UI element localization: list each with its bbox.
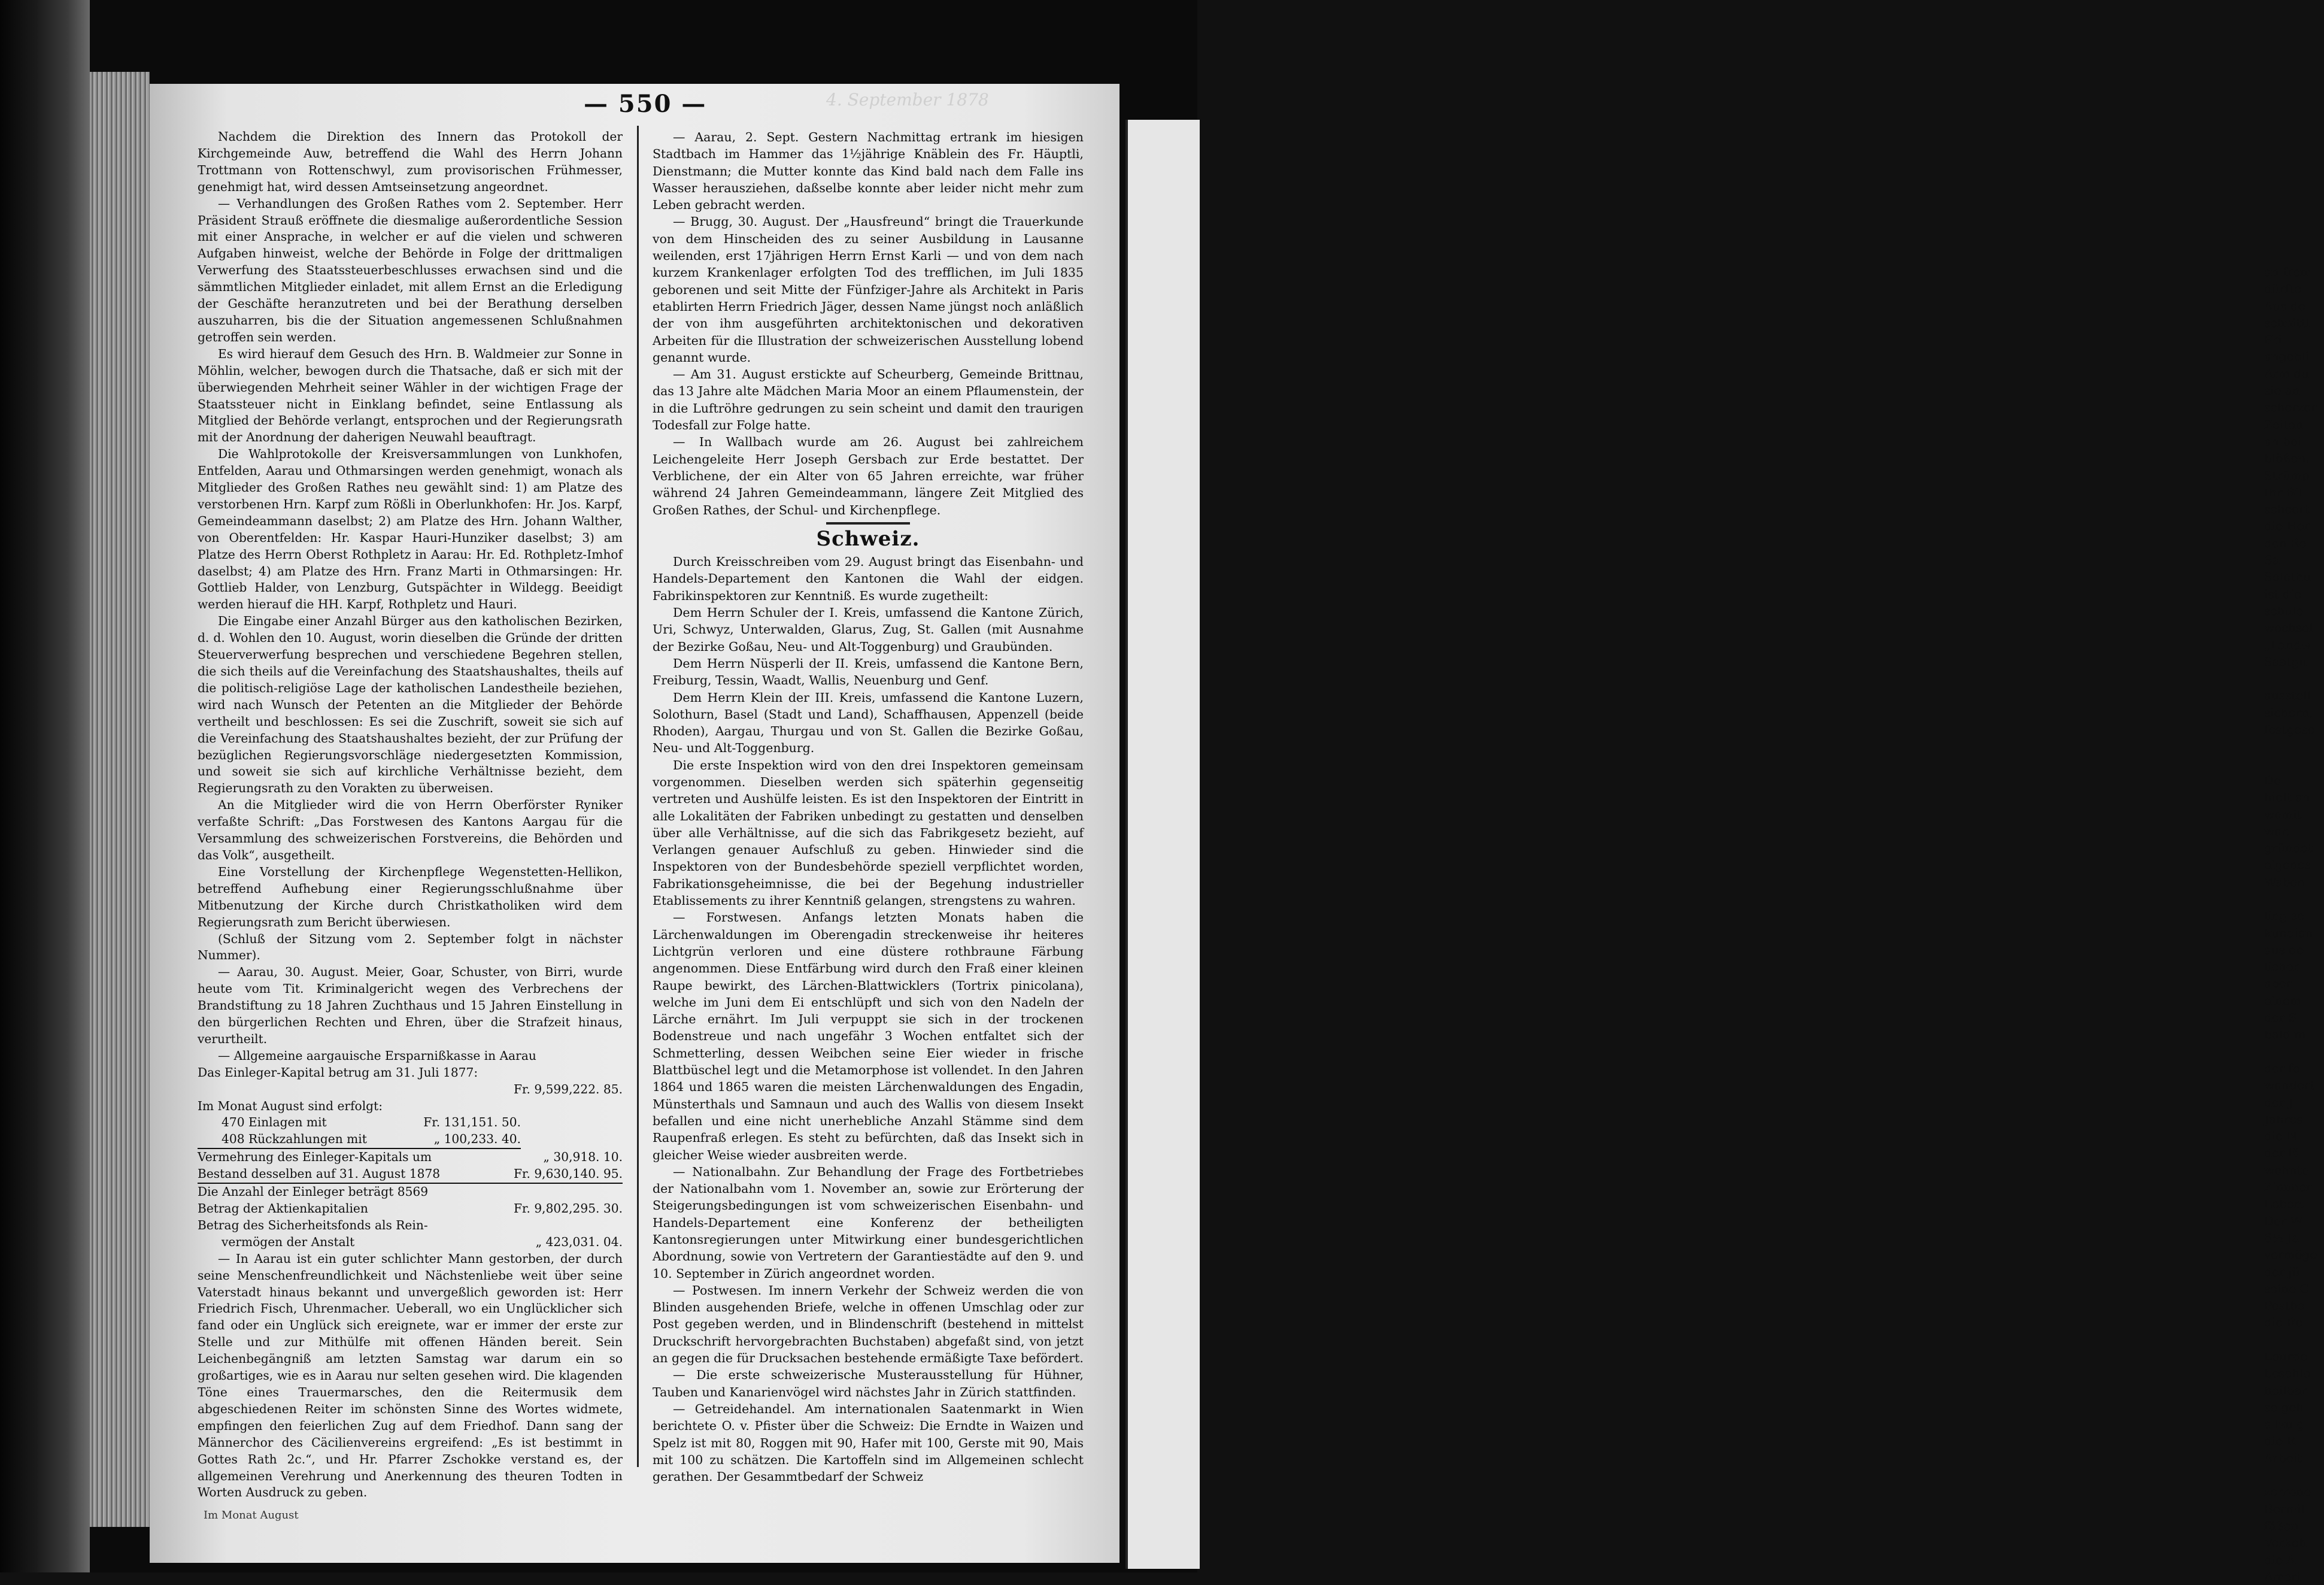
article-paragraph: An die Mitglieder wird die von Herrn Oberförster Ryniker verfaßte Schrift: „Das Forstwesen des Kantons Aargau für die Versammlung des schweizerischen Forstvereins, die Behörden und das Volk“, ausgetheilt. (198, 798, 623, 862)
adjacent-text-line: die R (2264, 1434, 2296, 1448)
adjacent-text-line: Lourde (2264, 1349, 2308, 1363)
article-paragraph: Durch Kreisschreiben vom 29. August bringt das Eisenbahn- und Handels-Departement den Kantonen die Wahl der eidgen. Fabrikinspektoren zur Kenntniß. Es wurde zugetheilt: (653, 554, 1084, 603)
adjacent-text-line: Verkeh (2264, 1535, 2307, 1550)
adjacent-text-line: beschlo (2264, 1366, 2311, 1381)
adjacent-text-line: dürfte (2264, 281, 2302, 296)
page-stack-edge (90, 72, 150, 1527)
article-paragraph: — Forstwesen. Anfangs letzten Monats haben die Lärchenwaldungen im Oberengadin streckenweise ihr heiteres Lichtgrün verloren und eine düstere rothbraune Färbung angenommen. Diese Entfärbung wird durch den Fraß einer kleinen Raupe bewirkt, des Lärchen-Blattwicklers (Tortrix pinicolana), welche im Juni dem Ei entschlüpft und sich von den Nadeln der Lärche ernährt. Im Juli verpuppt sie sich in der trockenen Bodenstreue und nach ungefähr 3 Wochen entfaltet sich der Schmetterling, dessen Weibchen seine Eier wieder in frische Blattbüschel legt und die Metamorphose ist vollendet. In den Jahren 1864 und 1865 waren die meisten Lärchenwaldungen des Engadin, Münsterthals und Samnaun und auch des Wallis von diesem Insekt befallen und eine nicht unerhebliche Anzahl Stämme sind dem Raupenfraß erlegen. Es steht zu befürchten, daß das Insekt sich in gleicher Weise wieder ausbreiten werde. (653, 910, 1084, 1162)
adjacent-page (1125, 120, 2317, 1584)
ledger-row (198, 1201, 623, 1217)
adjacent-text-line: Ihr Bil (2264, 484, 2303, 499)
ledger-row (198, 1184, 623, 1201)
article-paragraph: Dem Herrn Klein der III. Kreis, umfassend die Kantone Luzern, Solothurn, Basel (Stadt und Land), Schaffhausen, Appenzell (beide Rhoden), Aargau, Thurgau und von St. Gallen die Bezirke Goßau, Neu- und Alt-Toggenburg. (653, 690, 1084, 756)
article-paragraph: Die erste Inspektion wird von den drei Inspektoren gemeinsam vorgenommen. Dieselben werden sich späterhin gegenseitig vertreten und Aushülfe leisten. Es ist den Inspektoren der Eintritt in alle Lokalitäten der Fabriken unbedingt zu gestatten und denselben über alle Verhältnisse, auf die sich das Fabrikgesetz bezieht, auf Verlangen genauer Aufschluß zu geben. Hinwieder sind die Inspektoren von der Bundesbehörde speziell verpflichtet worden, Fabrikationsgeheimnisse, die bei der Begehung industrieller Etablissements zu ihrer Kenntniß gelangen, strengstens zu wahren. (653, 757, 1084, 908)
section-heading: Schweiz. (816, 526, 920, 551)
running-head: 4. September 1878 (826, 90, 989, 110)
ledger-amount: Fr. 9,802,295. 30. (514, 1201, 623, 1216)
adjacent-text-line: wohnte (2264, 1162, 2309, 1177)
adjacent-text-line: war. (2264, 823, 2290, 838)
adjacent-text-line: sie an (2264, 383, 2300, 398)
column-divider (637, 126, 639, 1467)
adjacent-text-line: einem (2264, 993, 2301, 1008)
page-number: — 550 — (584, 90, 707, 118)
adjacent-text-line: Solothu (2264, 569, 2311, 584)
adjacent-text-line: De (2264, 772, 2281, 787)
ledger-row (198, 1081, 623, 1098)
article-paragraph: — Postwesen. Im innern Verkehr der Schweiz werden die von Blinden ausgehenden Briefe, welche in offenen Umschlag oder zur Post gegeben werden, und in Blindenschrift (bestehend in mittelst Druckschrift hervorgebrachten Buchstaben) abgefaßt sind, von jetzt an gegen die für Drucksachen bestehende ermäßigte Taxe befördert. (653, 1283, 1084, 1366)
article-paragraph: — Aarau, 30. August. Meier, Goar, Schuster, von Birri, wurde heute vom Tit. Kriminalgericht wegen des Verbrechens der Brandstiftung zu 18 Jahren Zuchthaus und 15 Jahren Einstellung in den bürgerlichen Rechten und Ehren, über die Strafzeit hinaus, verurtheilt. (198, 965, 623, 1046)
ledger-label: Vermehrung des Einleger-Kapitals um (198, 1150, 432, 1165)
adjacent-text-line: Zeiten (2264, 417, 2303, 432)
adjacent-text-line: vermöge (2264, 1247, 2317, 1262)
adjacent-text-line: Ameri (2264, 1569, 2301, 1584)
article-paragraph: Dem Herrn Nüsperli der II. Kreis, umfassend die Kantone Bern, Freiburg, Tessin, Waadt, Wallis, Neuenburg und Genf. (653, 656, 1084, 688)
article-paragraph: — Brugg, 30. August. Der „Hausfreund“ bringt die Trauerkunde von dem Hinscheiden des zu seiner Ausbildung in Lausanne weilenden, erst 17jährigen Herrn Ernst Karli — und von dem nach kurzem Krankenlager erfolgten Tod des trefflichen, im Juli 1835 geborenen und seit Mitte der Fünfziger-Jahre als Architekt in Paris etablirten Herrn Friedrich Jäger, dessen Name jüngst noch anläßlich der von ihm ausgeführten architektonischen und dekorativen Arbeiten für die Illustration der schweizerischen Ausstellung lobend genannt wurde. (653, 214, 1084, 365)
adjacent-text-line: aber (2264, 976, 2292, 991)
adjacent-text-line: licher (2264, 959, 2299, 974)
adjacent-page-text (2264, 263, 2324, 1585)
adjacent-text-line: ling so (2264, 908, 2305, 923)
adjacent-text-line (2264, 1331, 2324, 1348)
ledger-row (198, 1114, 521, 1131)
article-paragraph: Die Eingabe einer Anzahl Bürger aus den katholischen Bezirken, d. d. Wohlen den 10. August, worin dieselben die Gründe der dritten Steuerverwerfung besprechen und verschiedene Begehren stellen, die sich theils auf die Vereinfachung des Staatshaushaltes, theils auf die politisch-religiöse Lage der katholischen Landestheile beziehen, wird nach Wunsch der Petenten an die Mitglieder der Behörde vertheilt und beschlossen: Es sei die Zuschrift, soweit sie sich auf die Vereinfachung des Staatshaushaltes bezieht, der zur Prüfung der bezüglichen Regierungsvorschläge niedergesetzten Kommission, und soweit sie sich auf kirchliche Verhältnisse bezieht, dem Regierungsrath zu den Vorakten zu überweisen. (198, 614, 623, 796)
ledger-row (198, 1217, 623, 1234)
ledger-label: Bestand desselben auf 31. August 1878 (198, 1166, 441, 1181)
adjacent-text-line: der jü (2264, 1264, 2300, 1279)
adjacent-text-line: Jahres (2264, 1111, 2303, 1126)
ledger-label: 470 Einlagen mit (222, 1115, 327, 1130)
article-paragraph: — Allgemeine aargauische Ersparnißkasse in Aarau (218, 1048, 536, 1063)
ledger-amount: „ 30,918. 10. (543, 1150, 623, 1165)
adjacent-text-line: scheert (2264, 502, 2310, 517)
adjacent-text-line: seine C (2264, 1281, 2309, 1296)
ledger-amount: „ 100,233. 40. (433, 1132, 521, 1147)
ledger-amount: Fr. 131,151. 50. (423, 1115, 521, 1130)
adjacent-text-line: heilbar (2264, 1383, 2307, 1398)
article-paragraph: — In Wallbach wurde am 26. August bei zahlreichem Leichengeleite Herr Joseph Gersbach zur Erde bestattet. Der Verblichene, der ein Alter von 65 Jahren erreichte, war früher während 24 Jahren Gemeindeammann, längere Zeit Mitglied des Großen Rathes, der Schul- und Kirchenpflege. (653, 435, 1084, 517)
adjacent-text-line (2264, 755, 2324, 772)
left-column (198, 129, 623, 1501)
adjacent-text-line: blößen. (2264, 451, 2310, 466)
ledger-row (198, 1098, 623, 1115)
book-binding-edge (0, 0, 90, 1572)
ledger-amount: Fr. 9,630,140. 95. (514, 1166, 623, 1181)
ledger-label: Betrag des Sicherheitsfonds als Rein- (198, 1217, 428, 1232)
adjacent-text-line: so geh (2264, 1399, 2304, 1414)
adjacent-text-line: Postbo (2264, 1298, 2305, 1313)
adjacent-text-line: aus de (2264, 942, 2304, 957)
adjacent-text-line: Waben (2264, 874, 2305, 889)
adjacent-text-line: Strümp (2264, 468, 2310, 483)
adjacent-text-line: Arbeit (2264, 1450, 2302, 1465)
adjacent-text-line: der lä (2264, 1145, 2299, 1160)
adjacent-text-line: bald m (2264, 1027, 2306, 1042)
adjacent-text-line: festgese (2264, 722, 2315, 737)
article-paragraph: Eine Vorstellung der Kirchenpflege Wegenstetten-Hellikon, betreffend Aufhebung einer Regierungsschlußnahme über Mitbenutzung der Kirche durch Christkatholiken wird dem Regierungsrath zum Bericht überwiesen. (198, 864, 623, 929)
adjacent-text-line: der fo (2264, 1060, 2300, 1075)
adjacent-text-line: den Re (2264, 535, 2307, 550)
adjacent-text-line: angebli (2264, 349, 2310, 364)
adjacent-text-line: zerrone (2264, 1484, 2311, 1499)
adjacent-text-line: der S (2264, 1010, 2297, 1025)
ledger-amount: „ 423,031. 04. (535, 1234, 623, 1249)
article-paragraph: Das Einleger-Kapital betrug am 31. Juli 1877: (198, 1065, 478, 1080)
article-paragraph: (Schluß der Sitzung vom 2. September folgt in nächster Nummer). (198, 931, 623, 963)
adjacent-text-line: kundian (2264, 925, 2313, 940)
ledger-label: Betrag der Aktienkapitalien (198, 1201, 368, 1216)
adjacent-text-line: schnittl (2264, 315, 2310, 330)
ledger-label: 408 Rückzahlungen mit (222, 1132, 367, 1147)
article-paragraph: — Nationalbahn. Zur Behandlung der Frage des Fortbetriebes der Nationalbahn vom 1. November an, sowie zur Erörterung der Steigerungsbedingungen ist vom schweizerischen Eisenbahn- und Handels-Departement eine Konferenz der betheiligten Kantonsregierungen unter Mitwirkung einer bundesgerichtlichen Abordnung, sowie von Vertretern der Garantiestädte auf den 9. und 10. September in Zürich angeordnet worden. (653, 1164, 1084, 1281)
ledger-label: Die Anzahl der Einleger beträgt 8569 (198, 1184, 429, 1199)
article-paragraph: Dem Herrn Schuler der I. Kreis, umfassend die Kantone Zürich, Uri, Schwyz, Unterwalden, Glarus, Zug, St. Gallen (mit Ausnahme der Bezirke Goßau, Neu- und Alt-Toggenburg) und Graubünden. (653, 605, 1084, 654)
adjacent-text-line: scherzer (2264, 400, 2317, 415)
adjacent-text-line: Bermil (2264, 1501, 2305, 1516)
adjacent-text-line (2264, 670, 2324, 687)
ledger-row (198, 1166, 623, 1184)
adjacent-text-line: ausstell (2264, 688, 2311, 703)
article-paragraph: — Am 31. August erstickte auf Scheurberg, Gemeinde Brittnau, das 13 Jahre alte Mädchen Maria Moor an einem Pflaumenstein, der in die Luftröhre gedrungen zu sein scheint und damit den traurigen Todesfall zur Folge hatte. (653, 367, 1084, 433)
adjacent-text-line: fäßen (2264, 1518, 2299, 1533)
adjacent-text-line: ist die (2264, 586, 2302, 601)
adjacent-text-line: Zimmer (2264, 1180, 2312, 1195)
adjacent-text-line: an frem (2264, 265, 2311, 279)
adjacent-text-line: schule (2264, 603, 2304, 618)
article-paragraph: Nachdem die Direktion des Innern das Protokoll der Kirchgemeinde Auw, betreffend die Wahl des Herrn Johann Trottmann von Rottenschwyl, zum provisorischen Frühmesser, genehmigt hat, wird dessen Amtseinsetzung angeordnet. (198, 129, 623, 194)
adjacent-text-line: hielt an (2264, 790, 2310, 805)
section-ornament (826, 522, 910, 525)
adjacent-text-line: wandert (2264, 1078, 2315, 1093)
adjacent-text-line: an bei (2264, 434, 2302, 448)
article-paragraph: Es wird hierauf dem Gesuch des Hrn. B. Waldmeier zur Sonne in Möhlin, welcher, bewogen durch die Thatsache, daß er sich mit der überwiegenden Mehrheit seiner Wähler in der wichtigen Frage der Staatssteuer nicht in Einklang befindet, seine Entlassung als Mitglied der Behörde verlangt, entsprochen und der Regierungsrath mit der Anordnung der daherigen Neuwahl beauftragt. (198, 346, 623, 445)
adjacent-text-line: sichern, (2264, 705, 2313, 720)
adjacent-text-line (2264, 890, 2324, 907)
article-paragraph: — Verhandlungen des Großen Rathes vom 2. September. Herr Präsident Strauß eröffnete die diesmalige außerordentliche Session mit einer Ansprache, in welcher er auf die vielen und schweren Aufgaben hinweist, welche der Behörde in Folge der drittmaligen Verwerfung des Staatssteuerbeschlusses erwachsen sind und die sämmtlichen Mitglieder einladet, mit allem Ernst an die Erledigung der Geschäfte heranzutreten und bei der Berathung derselben auszuharren, bis die der Situation angemessenen Schlußnahmen getroffen sein werden. (198, 196, 623, 344)
adjacent-text-line: Der W (2264, 1213, 2303, 1228)
adjacent-text-line (2264, 1466, 2324, 1483)
adjacent-text-line: die Re (2264, 1315, 2303, 1330)
adjacent-text-line: Saatgu (2264, 654, 2307, 669)
bottom-fragment: Im Monat August (204, 1509, 299, 1522)
ledger-label: vermögen der Anstalt (222, 1234, 355, 1249)
adjacent-text-line: eigenes (2264, 857, 2311, 872)
adjacent-text-line: gründet (2264, 841, 2313, 856)
adjacent-text-line: Aus de (2264, 298, 2305, 313)
adjacent-text-line (2264, 738, 2324, 754)
adjacent-text-line: der J (2264, 1095, 2293, 1110)
adjacent-text-line: Fri (2264, 332, 2282, 347)
adjacent-text-line: Arm du (2264, 366, 2310, 381)
adjacent-text-line: die Her (2264, 519, 2310, 534)
adjacent-text-line: Sa (2264, 553, 2280, 568)
adjacent-text-line (2264, 1043, 2324, 1060)
adjacent-text-line: allzu g (2264, 1417, 2305, 1432)
adjacent-text-line: womit (2264, 807, 2302, 822)
article-paragraph: Die Wahlprotokolle der Kreisversammlungen von Lunkhofen, Entfelden, Aarau und Othmarsingen werden genehmigt, wonach als Mitglieder des Großen Rathes neu gewählt sind: 1) am Platze des verstorbenen Hrn. Karpf zum Rößli in Oberlunkhofen: Hr. Jos. Karpf, Gemeindeammann daselbst; 2) am Platze des Hrn. Johann Walther, von Oberentfelden: Hr. Kaspar Hauri-Hunziker daselbst; 3) am Platze des Herrn Oberst Rothpletz in Aarau: Hr. Ed. Rothpletz-Imhof daselbst; 4) am Platze des Hrn. Franz Marti in Othmarsingen: Hr. Gottlieb Halder, von Lenzburg, Gutspächter in Wildegg. Beeidigt werden hierauf die HH. Karpf, Rothpletz und Hauri. (198, 447, 623, 612)
adjacent-text-line: die N (2264, 1129, 2297, 1144)
ledger-label: Im Monat August sind erfolgt: (198, 1098, 383, 1113)
ledger-row (198, 1149, 623, 1166)
adjacent-text-line: die A (2264, 1552, 2295, 1567)
article-paragraph: — In Aarau ist ein guter schlichter Mann gestorben, der durch seine Menschenfreundlichkeit und Nächstenliebe weit über seine Vaterstadt hinaus bekannt und unvergeßlich geworden ist: Herr Friedrich Fisch, Uhrenmacher. Ueberall, wo ein Unglücklicher sich fand oder ein Unglück sich ereignete, war er immer der erste zur Stelle und zur Mithülfe mit offenen Händen bereit. Sein Leichenbegängniß am letzten Samstag war darum ein so großartiges, wie es in Aarau nur selten gesehen wird. Die klagenden Töne eines Trauermarsches, den die Reitermusik dem abgeschiedenen Reiter im schönsten Sinne des Wortes widmete, empfingen den feierlichen Zug auf dem Friedhof. Dann sang der Männerchor des Cäcilienvereins ergreifend: „Es ist bestimmt in Gottes Rath 2c.“, und Hr. Pfarrer Zschokke verstand es, der allgemeinen Verehrung und Anerkennung des theuren Todten in Worten Ausdruck zu geben. (198, 1251, 623, 1500)
article-paragraph: — Die erste schweizerische Musterausstellung für Hühner, Tauben und Kanarienvögel wird nächstes Jahr in Zürich stattfinden. (653, 1368, 1084, 1399)
adjacent-text-line: 6½ Ja (2264, 1230, 2299, 1245)
adjacent-text-line: „Landw (2264, 637, 2311, 652)
adjacent-text-line: Leben. (2264, 1196, 2305, 1211)
adjacent-text-line: wechsel (2264, 620, 2313, 635)
article-paragraph: — Aarau, 2. Sept. Gestern Nachmittag ertrank im hiesigen Stadtbach im Hammer das 1½jährige Knäblein des Fr. Häuptli, Dienstmann; die Mutter konnte das Kind bald nach dem Falle ins Wasser herausziehen, daßselbe konnte aber leider nicht mehr zum Leben gebracht werden. (653, 130, 1084, 213)
ledger-amount: Fr. 9,599,222. 85. (514, 1081, 623, 1096)
ledger-row (198, 1131, 521, 1149)
ledger-row (198, 1234, 623, 1251)
article-paragraph: — Getreidehandel. Am internationalen Saatenmarkt in Wien berichtete O. v. Pfister über die Schweiz: Die Erndte in Waizen und Spelz ist mit 80, Roggen mit 90, Hafer mit 100, Gerste mit 90, Mais mit 100 zu schätzen. Die Kartoffeln sind im Allgemeinen schlecht gerathen. Der Gesammtbedarf der Schweiz (653, 1401, 1084, 1484)
right-column (653, 129, 1084, 1485)
